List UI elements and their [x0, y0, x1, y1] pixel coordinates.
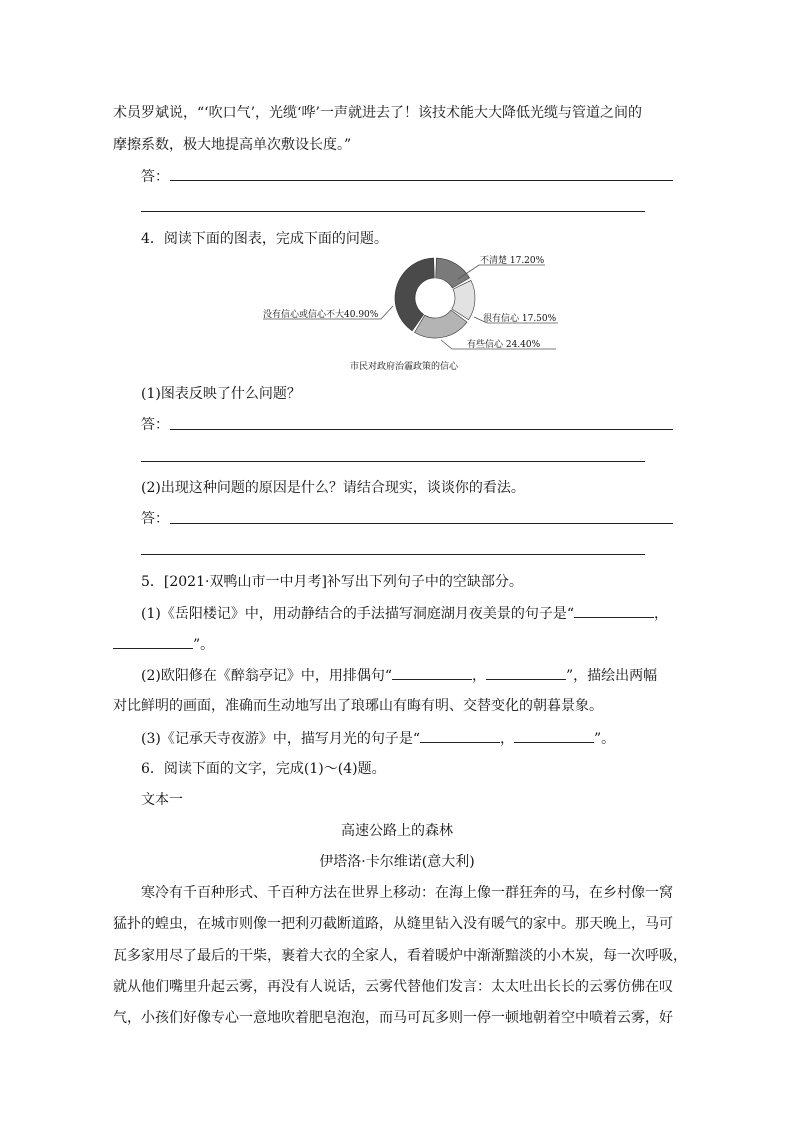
- fill-blank[interactable]: [420, 728, 500, 743]
- item-text: (1)《岳阳楼记》中，用动静结合的手法描写洞庭湖月夜美景的句子是“: [141, 606, 574, 622]
- body-line: 气，小孩们好像专心一意地吹着肥皂泡泡，而马可瓦多则一停一顿地朝着空中喷着云雾，好: [113, 1010, 673, 1026]
- answer-line[interactable]: [170, 180, 673, 181]
- answer-line[interactable]: [170, 523, 673, 524]
- answer-line[interactable]: [141, 461, 645, 462]
- item-text: (2)欧阳修在《醉翁亭记》中，用排偶句“: [141, 668, 392, 684]
- question-4-sub1: (1)图表反映了什么问题？: [141, 386, 301, 402]
- chart-title: 市民对政府治霾政策的信心: [350, 362, 459, 372]
- slice-label-unclear: 不清楚 17.20%: [480, 256, 545, 266]
- slice-label-some-confidence: 有些信心 24.40%: [467, 340, 541, 350]
- item-text: (3)《记承天寺夜游》中，描写月光的句子是“: [141, 731, 420, 747]
- body-line: 猛扑的蝗虫，在城市则像一把利刃截断道路，从缝里钻入没有暖气的家中。那天晚上，马可: [113, 916, 673, 932]
- fill-blank[interactable]: [574, 603, 654, 618]
- text-label: 文本一: [141, 792, 183, 808]
- comma: ，: [654, 606, 668, 622]
- question-6-heading: 6．阅读下面的文字，完成(1)～(4)题。: [141, 761, 386, 777]
- item-text: ”，描绘出两幅: [566, 668, 658, 684]
- fill-blank[interactable]: [514, 728, 594, 743]
- paragraph-line: 摩擦系数，极大地提高单次敷设长度。”: [113, 137, 352, 153]
- question-5-item1: [141, 603, 668, 624]
- article-title: 高速公路上的森林: [341, 823, 453, 839]
- item-text: ”。: [594, 731, 616, 747]
- fill-blank[interactable]: [392, 665, 472, 680]
- body-line: 就从他们嘴里升起云雾，再没有人说话，云雾代替他们发言：太太吐出长长的云雾仿佛在叹: [113, 979, 673, 995]
- answer-label: 答：: [141, 511, 169, 527]
- slice-label-very-confident: 很有信心 17.50%: [483, 314, 557, 324]
- body-line: 寒冷有千百种形式、千百种方法在世界上移动：在海上像一群狂奔的马，在乡村像一窝: [141, 885, 673, 901]
- question-5-item3: [141, 728, 615, 749]
- answer-line[interactable]: [141, 211, 645, 212]
- donut-chart-svg: [255, 253, 585, 378]
- item-text: ”。: [193, 637, 215, 653]
- question-4-sub2: (2)出现这种问题的原因是什么？请结合现实，谈谈你的看法。: [141, 480, 525, 496]
- question-5-item1-cont: [113, 634, 214, 655]
- paragraph-line: 术员罗斌说，“‘吹口气’，光缆‘哗’一声就进去了！该技术能大大降低光缆与管道之间的: [113, 105, 642, 121]
- question-4-heading: 4．阅读下面的图表，完成下面的问题。: [141, 231, 388, 247]
- answer-line[interactable]: [141, 554, 645, 555]
- answer-label: 答：: [141, 169, 169, 185]
- body-line: 瓦多家用尽了最后的干柴，裹着大衣的全家人，看着暖炉中渐渐黯淡的小木炭，每一次呼吸，: [113, 948, 687, 964]
- article-author: 伊塔洛·卡尔维诺(意大利): [319, 854, 475, 870]
- comma: ，: [500, 731, 514, 747]
- answer-label: 答：: [141, 417, 169, 433]
- question-5-item2-cont: 对比鲜明的画面，准确而生动地写出了琅琊山有晦有明、交替变化的朝暮景象。: [113, 698, 603, 714]
- donut-chart: [255, 253, 585, 378]
- comma: ，: [472, 668, 486, 684]
- question-5-item2: [141, 665, 657, 686]
- slice-label-no-confidence: 没有信心或信心不大40.90%: [263, 310, 379, 320]
- question-5-heading: 5．[2021·双鸭山市一中月考]补写出下列句子中的空缺部分。: [141, 574, 523, 590]
- fill-blank[interactable]: [113, 634, 193, 649]
- leader-line: [458, 265, 545, 279]
- fill-blank[interactable]: [486, 665, 566, 680]
- answer-line[interactable]: [170, 429, 673, 430]
